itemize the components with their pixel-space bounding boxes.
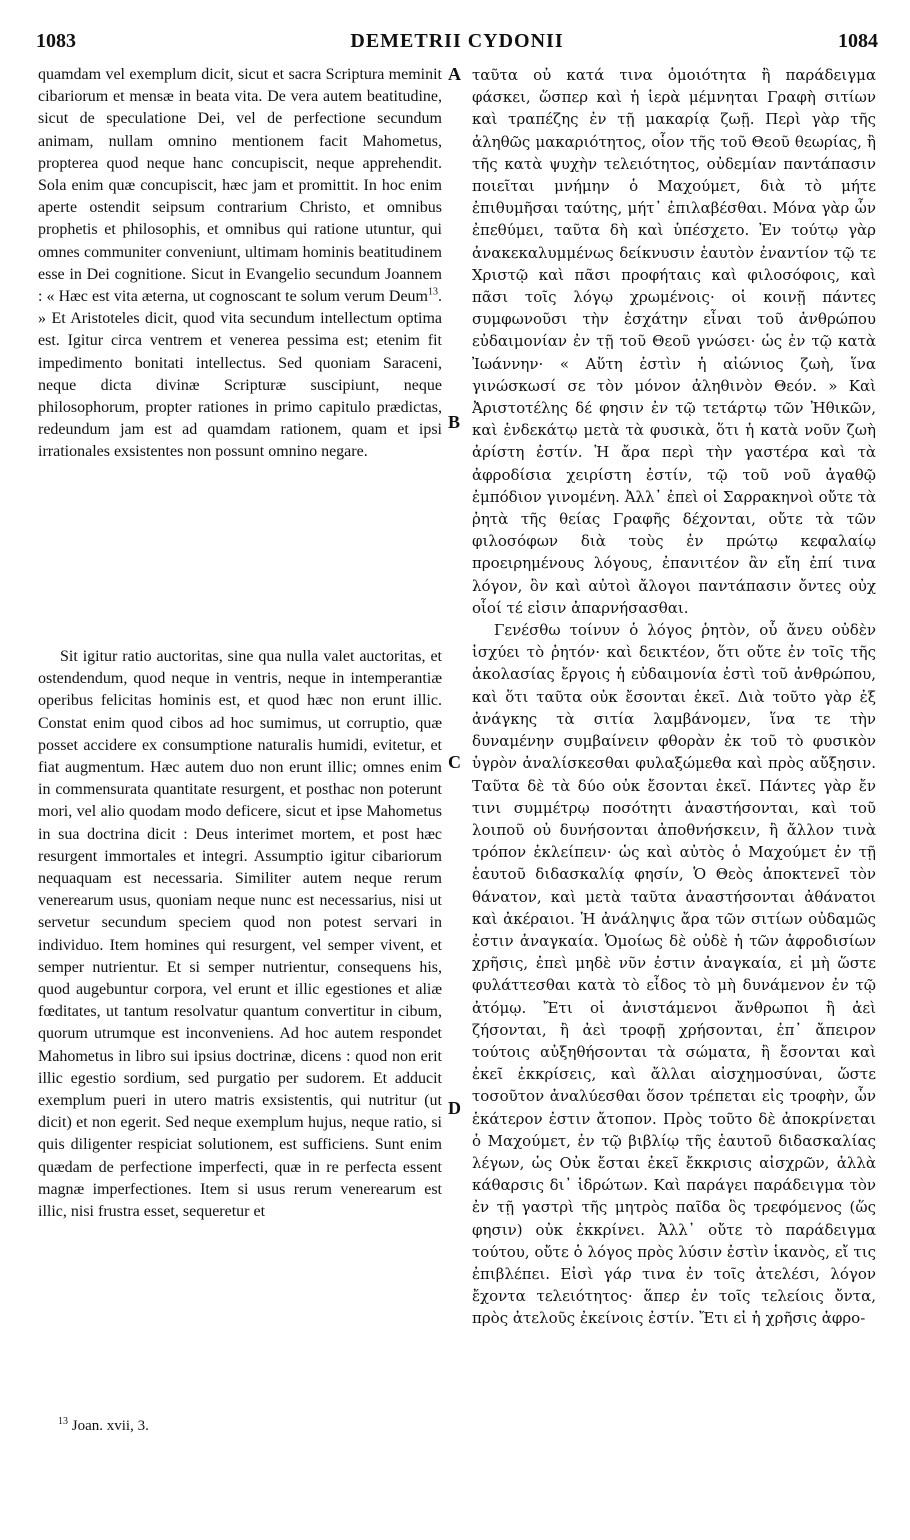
latin-column-bottom bbox=[38, 646, 442, 1223]
footnote-reference: 13 bbox=[428, 286, 438, 298]
greek-paragraph-2: Γενέσθω τοίνυν ὁ λόγος ῥητὸν, οὗ ἄνευ οὐδὲν ἰσχύει τὸ ῥητόν· καὶ δεικτέον, ὅτι οὔτε ἐν τοῖς τῆς ἀκολασίας ἔργοις ἡ εὐδαιμονία ἐστὶ τοῦ ἀνθρώπου, καὶ ὅτι ταῦτα οὐκ ἔσονται ἐκεῖ. Διὰ τοῦτο γὰρ ἐξ ἀνάγκης τὰ σιτία λαμβάνομεν, ἵνα τε τὴν δυναμένην συμβαίνειν φθορὰν ἐκ τοῦ τὸ φυσικὸν ὑγρὸν ἀναλίσκεσθαι φυλαξώμεθα καὶ πρὸς αὔξησιν. Ταῦτα δὲ τὰ δύο οὐκ ἔσονται ἐκεῖ. Πάντες γὰρ ἔν τινι συμμέτρῳ ποσότητι ἀναστήσονται, καὶ τοῦ λοιποῦ οὐ δυνήσονται ἀποθνήσκειν, ἢ ἄλλον τινὰ τρόπον ἐκλείπειν· ὡς καὶ αὐτὸς ὁ Μαχούμετ ἐν τῇ ἑαυτοῦ διδασκαλίᾳ φησίν, Ὁ Θεὸς ἀποκτενεῖ τὸν θάνατον, καὶ μετὰ ταῦτα ἀναστήσονται ἀθάνατοι καὶ ἀκέραιοι. Ἡ ἀνάληψις ἄρα τῶν σιτίων οὐδαμῶς ἐστιν ἀναγκαία. Ὁμοίως δὲ οὐδὲ ἡ τῶν ἀφροδισίων χρῆσις, ἐπεὶ μηδὲ νῦν ἐστιν ἀναγκαία, εἰ μὴ ὥστε φυλάττεσθαι κατὰ τὸ εἶδος τὸ μὴ δυνάμενον ἐν τῷ ἀτόμῳ. Ἔτι οἱ ἀνιστάμενοι ἄνθρωποι ἢ ἀεὶ ζήσονται, ἢ ἀεὶ τροφῇ χρήσονται, ἐπ᾽ ἄπειρον τούτοις αὐξηθήσονται τὰ σώματα, ἢ ἔσονται καὶ ἐκεῖ ἐκκρίσεις, καὶ ἄλλαι αἰσχημοσύναι, ὥστε τοσοῦτον ἀναλύεσθαι ὅσον τρέπεται εἰς τροφὴν, ὧν ἑκάτερον ἐστιν ἄτοπον. Πρὸς τοῦτο δὲ ἀποκρίνεται ὁ Μαχούμετ, ἐν τῷ βιβλίῳ τῆς ἑαυτοῦ διδασκαλίας λέγων, ὡς Οὐκ ἔσται ἐκεῖ ἔκκρισις αἰσχρῶν, ἀλλὰ κάθαρσις δι᾽ ἱδρώτων. Καὶ παράγει παράδειγμα τὸν ἐν τῇ γαστρὶ τῆς μητρὸς παῖδα ὃς τρεφόμενος (ὥς φησιν) οὐκ ἐκκρίνει. Ἀλλ᾽ οὔτε τὸ παράδειγμα τούτου, οὔτε ὁ λόγος πρὸς λύσιν ἐστὶν ἱκανὸς, εἴ τις ἐπιβλέπει. Εἰσὶ γάρ τινα ἐν τοῖς ἀτελέσι, λόγον ἔχοντα τελειότητος· ἅπερ ἐν τοῖς τελείοις ὄντα, πρὸς ἀτελοῦς ἐκείνοις ἐστίν. Ἔτι εἰ ἡ χρῆσις ἀφρο- bbox=[472, 621, 876, 1328]
footnote-text: Joan. xvii, 3. bbox=[71, 1418, 149, 1434]
latin-paragraph-1-text: quamdam vel exemplum dicit, sicut et sacra Scriptura meminit cibariorum et mensæ in beata vita. De vera autem beatitudine, sicut de speculatione Dei, vel de perfectione secundum animam, nullam omnino mentionem facit Mahometus, propterea quod neque hanc concupiscit, neque apprehendit. Sola enim quæ concupiscit, hæc jam et promittit. In hoc enim aperte ostendit seipsum contrarium Christo, et omnibus prophetis et philosophis, et omnibus qui ratione utuntur, qui omnes communiter conveniunt, ultimam hominis beatitudinem esse in Dei cognitione. Sicut in Evangelio secundum Joannem : « Hæc est vita æterna, ut cognoscant te solum verum Deum bbox=[38, 66, 442, 306]
page-number-right: 1084 bbox=[838, 30, 878, 52]
section-marker-b: B bbox=[448, 412, 461, 432]
running-title: DEMETRII CYDONII bbox=[350, 30, 564, 52]
footnote bbox=[58, 1418, 149, 1435]
latin-paragraph-1-end: . » Et Aristoteles dicit, quod vita secundum intellectum optima est. Igitur circa ventrem et venerea pessima est; etenim fit impedimento bonitati intellectus. Sed quoniam Saraceni, neque dicta divinæ Scripturæ suscipiunt, neque philosophorum, propter rationes in primo capitulo prædictas, redeundum jam est ad quamdam rationem, quam et ipsi irrationales exsistentes non possunt omnino negare. bbox=[38, 288, 442, 461]
section-marker-c: C bbox=[448, 752, 461, 772]
running-header bbox=[36, 30, 878, 58]
greek-paragraph-1: ταῦτα οὐ κατά τινα ὁμοιότητα ἢ παράδειγμα φάσκει, ὥσπερ καὶ ἡ ἱερὰ μέμνηται Γραφὴ σιτίων καὶ τραπέζης ἐν τῇ μακαρίᾳ ζωῇ. Περὶ γὰρ τῆς ἀληθῶς μακαριότητος, οἷον τῆς τοῦ Θεοῦ θεωρίας, ἢ τῆς κατὰ ψυχὴν τελειότητος, οὐδεμίαν παντάπασιν ποιεῖται μνήμην ὁ Μαχούμετ, διὰ τὸ μήτε ἐπιθυμῆσαι ταύτης, μήτ᾽ ἐπιλαβέσθαι. Μόνα γὰρ ὧν ἐπεθύμει, ταῦτα δὴ καὶ ὑπέσχετο. Ἐν τούτῳ γὰρ ἀνακεκαλυμμένως δείκνυσιν ἑαυτὸν ἐναντίον τῷ τε Χριστῷ καὶ πᾶσι προφήταις καὶ φιλοσόφοις, καὶ πᾶσι τοῖς λόγῳ χρωμένοις· οἱ κοινῇ πάντες συμφωνοῦσι τὴν ἐσχάτην εἶναι τοῦ ἀνθρώπου εὐδαιμονίαν ἐν τῇ τοῦ Θεοῦ γνώσει· ὡς ἐν τῷ κατὰ Ἰωάννην· « Αὕτη ἐστὶν ἡ αἰώνιος ζωὴ, ἵνα γινώσκωσί σε τὸν μόνον ἀληθινὸν Θεόν. » Καὶ Ἀριστοτέλης δέ φησιν ἐν τῷ τετάρτῳ τῶν Ἠθικῶν, καὶ ἑνδεκάτῳ μετὰ τὰ φυσικὰ, ὅτι ἡ κατὰ νοῦν ζωὴ ἀρίστη ἐστίν. Ἡ ἄρα περὶ τὴν γαστέρα καὶ τὰ ἀφροδίσια χειρίστη ἐστίν, τῷ τοῦ νοῦ ἀγαθῷ ἐμπόδιον γινομένη. Ἀλλ᾽ ἐπεὶ οἱ Σαρρακηνοὶ οὔτε τὰ ῥητὰ τῆς θείας Γραφῆς δέχονται, οὔτε τὰ τῶν φιλοσόφων διὰ τοὺς ἐν πρώτῳ κεφαλαίῳ προειρημένους λόγους, ἐπανιτέον ἂν εἴη ἐπί τινα λόγον, ὃν καὶ αὐτοὶ ἄλογοι παντάπασιν ὄντες οὐχ οἷοί τέ εἰσιν ἀπαρνήσασθαι. bbox=[472, 66, 876, 617]
footnote-number: 13 bbox=[58, 1416, 68, 1427]
latin-paragraph-2: Sit igitur ratio auctoritas, sine qua nulla valet auctoritas, et ostendendum, quod neque in ventris, neque in intemperantiæ operibus felicitas hominis est, et quod hæc non erunt illic. Constat enim quod cibos ad hoc sumimus, ut corruptio, quæ posset accidere ex consumptione naturalis humidi, evitetur, et fiat augmentum. Hæc autem duo non erunt illic; omnes enim in commensurata quantitate resurgent, et posthac non poterunt mori, vel alio quodam modo deficere, sicut et ipse Mahometus in sua doctrina dicit : Deus interimet mortem, et post hæc resurgent immortales et integri. Assumptio igitur cibariorum nequaquam est necessaria. Similiter autem neque rerum venerearum usus, quoniam neque nunc est necessarius, nisi ut servetur secundum speciem quod non potest servari in individuo. Item homines qui resurgent, vel semper vivent, et semper nutrientur. Et si semper nutrientur, consequens his, quod augebuntur corpora, vel erunt et illic egestiones et aliæ fœditates, ut tantum resolvatur quantum convertitur in cibum, quorum utrumque est inconveniens. Ad hoc autem respondet Mahometus in libro sui ipsius doctrinæ, dicens : quod non erit illic egestio sordium, sed purgatio per sudorem. Et adducit exemplum pueri in utero matris exsistentis, qui nutritur (ut dicit) et non egerit. Sed neque exemplum hujus, neque ratio, si quis diligenter respiciat solutionem, est sufficiens. Sunt enim quædam de perfectione imperfecti, quæ in re perfecta essent magnæ imperfectiones. Item si usus rerum venerearum est illic, nisi frustra esset, sequeretur et bbox=[38, 648, 442, 1221]
latin-paragraph-1 bbox=[38, 64, 442, 464]
section-marker-d: D bbox=[448, 1098, 461, 1118]
greek-column bbox=[472, 64, 876, 1330]
page-number-left: 1083 bbox=[36, 30, 76, 52]
latin-column-top bbox=[38, 64, 442, 464]
section-marker-a: A bbox=[448, 64, 461, 84]
